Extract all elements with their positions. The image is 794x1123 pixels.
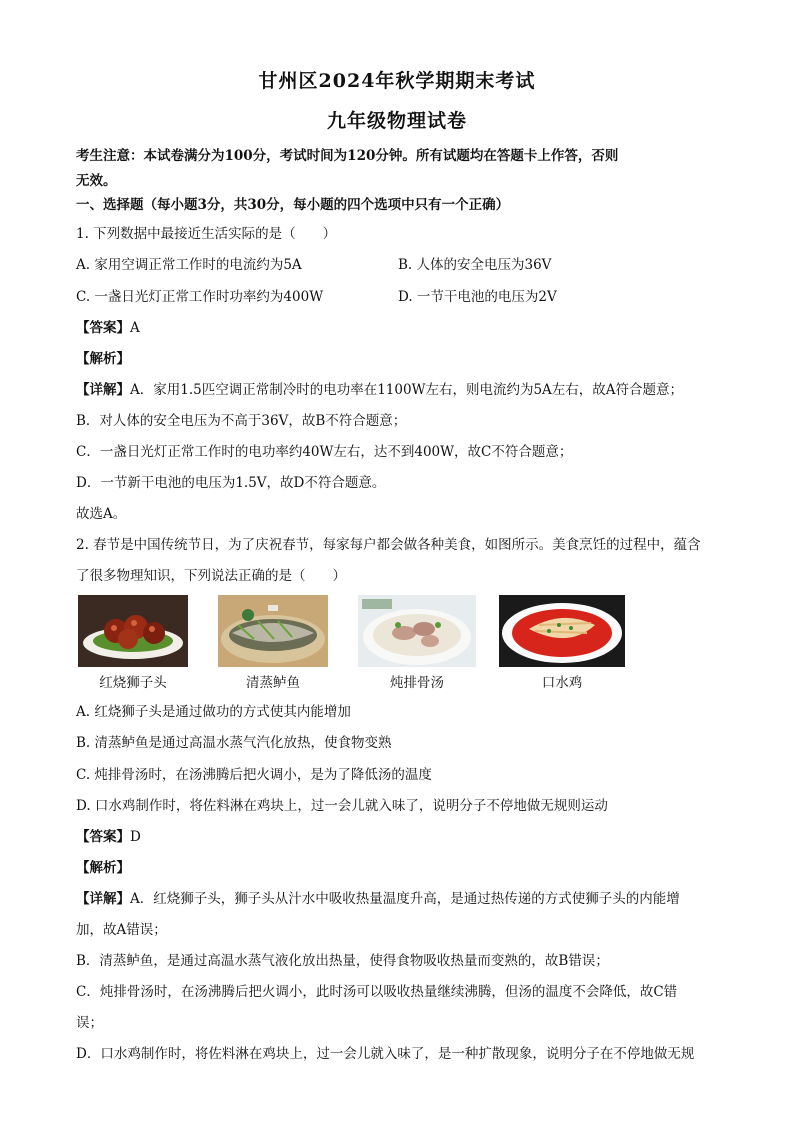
q1-option-c: C. 一盏日光灯正常工作时功率约为400W bbox=[76, 289, 324, 305]
q1-detail-text: A．家用1.5匹空调正常制冷时的电功率在1100W左右，则电流约为5A左右，故A符合题意； bbox=[130, 382, 684, 398]
q2-detail-1 bbox=[76, 887, 726, 907]
q1-detail-3: C．一盏日光灯正常工作时的电功率约40W左右，达不到400W，故C不符合题意； bbox=[76, 444, 573, 460]
q2-detail-5: 误； bbox=[76, 1015, 103, 1031]
q1-detail-1 bbox=[76, 378, 726, 398]
notice-line-2: 无效。 bbox=[76, 173, 117, 189]
q2-stem-1: 2. 春节是中国传统节日，为了庆祝春节，每家每户都会做各种美食，如图所示。美食烹饪的过程中，蕴含 bbox=[76, 537, 701, 553]
q1-option-a: A. 家用空调正常工作时的电流约为5A bbox=[76, 257, 302, 273]
q1-detail-2: B．对人体的安全电压为不高于36V，故B不符合题意； bbox=[76, 413, 407, 429]
q1-answer bbox=[76, 316, 726, 336]
q2-option-a: A. 红烧狮子头是通过做功的方式使其内能增加 bbox=[76, 704, 351, 720]
notice-line-1: 考生注意：本试卷满分为100分，考试时间为120分钟。所有试题均在答题卡上作答，否则 bbox=[76, 148, 619, 164]
photo-rib-soup bbox=[358, 595, 476, 667]
photo-spicy-chicken bbox=[499, 595, 625, 667]
detail-tag: 【详解】 bbox=[76, 382, 130, 398]
q2-option-c: C. 炖排骨汤时，在汤沸腾后把火调小，是为了降低汤的温度 bbox=[76, 767, 432, 783]
q1-option-d: D. 一节干电池的电压为2V bbox=[398, 289, 557, 305]
q1-detail-4: D．一节新干电池的电压为1.5V，故D不符合题意。 bbox=[76, 475, 386, 491]
section-heading: 一、选择题（每小题3分，共30分，每小题的四个选项中只有一个正确） bbox=[76, 197, 510, 213]
caption-spicy-chicken: 口水鸡 bbox=[541, 675, 583, 691]
caption-lion-head: 红烧狮子头 bbox=[99, 675, 167, 691]
q2-option-d: D. 口水鸡制作时，将佐料淋在鸡块上，过一会儿就入味了，说明分子不停地做无规则运动 bbox=[76, 798, 608, 814]
caption-rib-soup: 炖排骨汤 bbox=[390, 675, 444, 691]
answer-tag: 【答案】 bbox=[76, 320, 130, 336]
photo-lion-head bbox=[78, 595, 188, 667]
q2-answer-value: D bbox=[130, 829, 141, 845]
q1-option-b: B. 人体的安全电压为36V bbox=[398, 257, 552, 273]
q2-analysis-tag: 【解析】 bbox=[76, 860, 130, 876]
q1-conclusion: 故选A。 bbox=[76, 506, 127, 522]
q1-stem: 1. 下列数据中最接近生活实际的是（ ） bbox=[76, 226, 337, 242]
q2-detail-4: C．炖排骨汤时，在汤沸腾后把火调小，此时汤可以吸收热量继续沸腾，但汤的温度不会降低，故C错 bbox=[76, 984, 678, 1000]
q2-detail-text: A．红烧狮子头，狮子头从汁水中吸收热量温度升高，是通过热传递的方式使狮子头的内能增 bbox=[130, 891, 680, 907]
answer-tag: 【答案】 bbox=[76, 829, 130, 845]
q2-detail-6: D．口水鸡制作时，将佐料淋在鸡块上，过一会儿就入味了，是一种扩散现象，说明分子在不停地做无规 bbox=[76, 1046, 695, 1062]
photo-steamed-fish bbox=[218, 595, 328, 667]
q2-detail-2: 加，故A错误； bbox=[76, 922, 167, 938]
caption-steamed-fish: 清蒸鲈鱼 bbox=[246, 675, 300, 691]
q2-answer bbox=[76, 825, 726, 845]
q1-analysis-tag: 【解析】 bbox=[76, 351, 130, 367]
q2-option-b: B. 清蒸鲈鱼是通过高温水蒸气汽化放热，使食物变熟 bbox=[76, 735, 392, 751]
detail-tag: 【详解】 bbox=[76, 891, 130, 907]
q1-answer-value: A bbox=[130, 320, 140, 336]
q2-stem-2: 了很多物理知识，下列说法正确的是（ ） bbox=[76, 568, 346, 584]
q2-detail-3: B．清蒸鲈鱼，是通过高温水蒸气液化放出热量，使得食物吸收热量而变熟的，故B错误； bbox=[76, 953, 609, 969]
exam-subtitle: 九年级物理试卷 bbox=[326, 110, 467, 132]
exam-title: 甘州区2024年秋学期期末考试 bbox=[258, 70, 536, 92]
